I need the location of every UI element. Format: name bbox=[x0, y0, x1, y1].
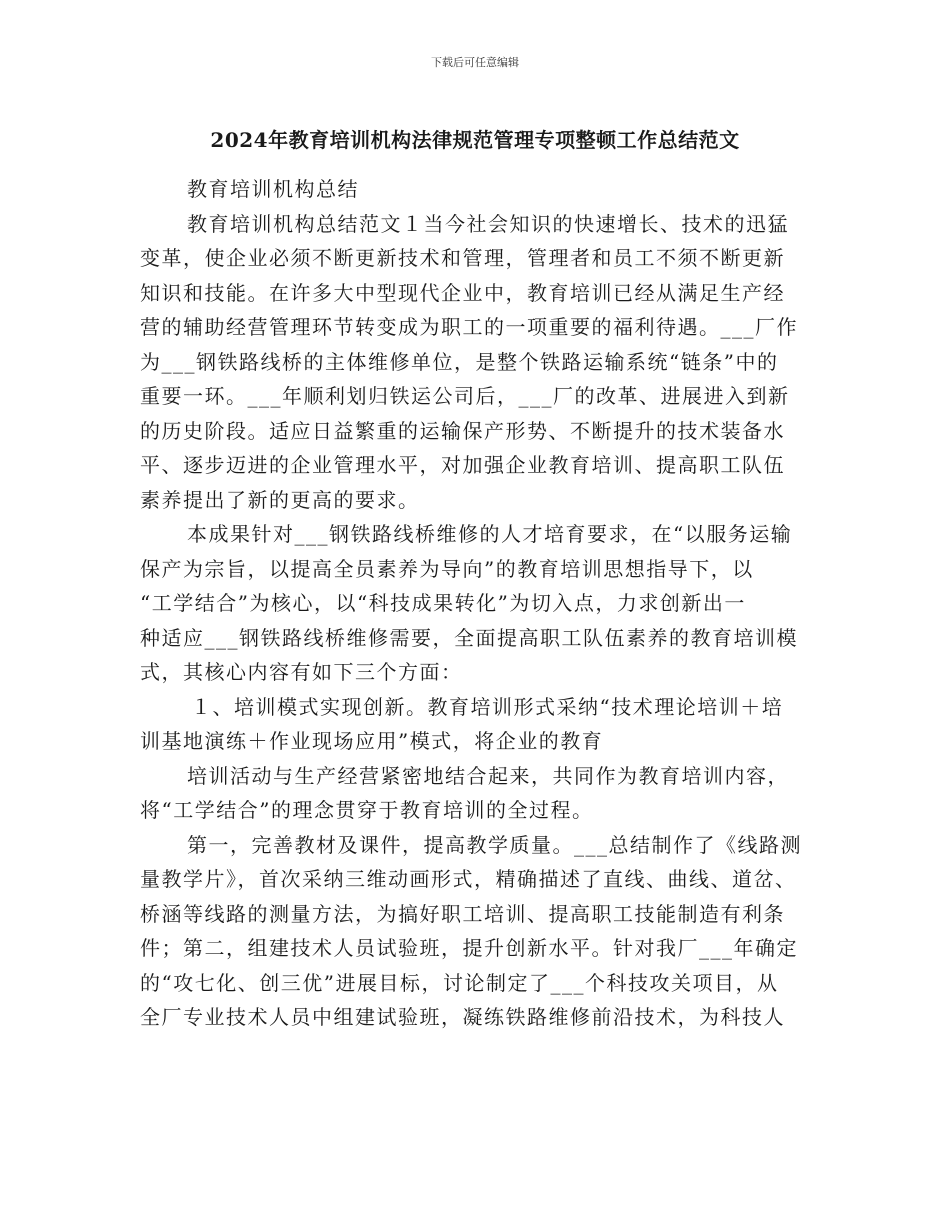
paragraph-line: 平、逐步迈进的企业管理水平，对加强企业教育培训、提高职工队伍 bbox=[140, 453, 785, 477]
paragraph-line: 的历史阶段。适应日益繁重的运输保产形势、不断提升的技术装备水 bbox=[140, 418, 785, 443]
paragraph-line: 式，其核心内容有如下三个方面： bbox=[140, 660, 463, 684]
paragraph-line: 桥涵等线路的测量方法，为搞好职工培训、提高职工技能制造有利条 bbox=[140, 901, 785, 926]
paragraph-line: 为___钢铁路线桥的主体维修单位，是整个铁路运输系统“链条”中的 bbox=[140, 349, 779, 374]
paragraph-line: 培训活动与生产经营紧密地结合起来，共同作为教育培训内容， bbox=[187, 763, 789, 788]
paragraph-line: 素养提出了新的更高的要求。 bbox=[140, 487, 420, 512]
paragraph-line: 保产为宗旨，以提高全员素养为导向”的教育培训思想指导下，以 bbox=[140, 556, 754, 581]
paragraph-line: “工学结合”为核心，以“科技成果转化”为切入点，力求创新出一 bbox=[140, 591, 746, 615]
paragraph-line: 训基地演练＋作业现场应用”模式，将企业的教育 bbox=[140, 729, 604, 753]
document-body bbox=[140, 172, 830, 1035]
paragraph-line: １、培训模式实现创新。教育培训形式采纳“技术理论培训＋培 bbox=[191, 694, 784, 719]
document-title: 2024年教育培训机构法律规范管理专项整顿工作总结范文 bbox=[210, 128, 740, 152]
paragraph-line: 全厂专业技术人员中组建试验班，凝练铁路维修前沿技术，为科技人 bbox=[140, 1005, 785, 1029]
paragraph-line: 本成果针对___钢铁路线桥维修的人才培育要求，在“以服务运输 bbox=[187, 522, 793, 546]
paragraph-line: 件；第二，组建技术人员试验班，提升创新水平。针对我厂___年确定 bbox=[140, 936, 798, 960]
paragraph-line: 教育培训机构总结 bbox=[187, 177, 359, 201]
paragraph-line: 重要一环。___年顺利划归铁运公司后，___厂的改革、进展进入到新 bbox=[140, 384, 790, 408]
paragraph-line: 量教学片》，首次采纳三维动画形式，精确描述了直线、曲线、道岔、 bbox=[140, 867, 797, 891]
paragraph-line: 种适应___钢铁路线桥维修需要，全面提高职工队伍素养的教育培训模 bbox=[140, 625, 798, 650]
paragraph-line: 的“攻七化、创三优”进展目标，讨论制定了___个科技攻关项目，从 bbox=[140, 970, 779, 995]
paragraph-line: 营的辅助经营管理环节转变成为职工的一项重要的福利待遇。___厂作 bbox=[140, 315, 798, 339]
paragraph-line: 教育培训机构总结范文１当今社会知识的快速增长、技术的迅猛 bbox=[187, 211, 789, 236]
header-note: 下载后可任意编辑 bbox=[431, 56, 519, 69]
paragraph-line: 知识和技能。在许多大中型现代企业中，教育培训已经从满足生产经 bbox=[140, 280, 785, 305]
paragraph-line: 将“工学结合”的理念贯穿于教育培训的全过程。 bbox=[140, 798, 594, 822]
paragraph-line: 变革，使企业必须不断更新技术和管理，管理者和员工不须不断更新 bbox=[140, 246, 785, 270]
paragraph-line: 第一，完善教材及课件，提高教学质量。___总结制作了《线路测 bbox=[187, 832, 802, 857]
